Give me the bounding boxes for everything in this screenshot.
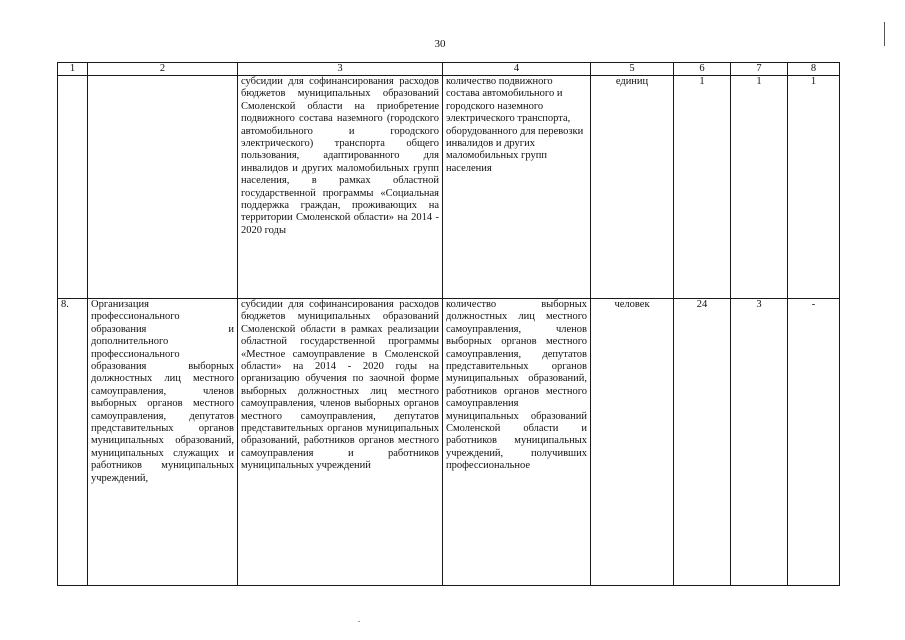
row-number-cell: 8. <box>58 299 88 586</box>
column-header: 8 <box>788 63 840 76</box>
table-header-row <box>58 63 840 76</box>
value-cell: 3 <box>731 299 788 586</box>
value-cell: 1 <box>788 76 840 299</box>
value-cell: 1 <box>674 76 731 299</box>
column-header: 3 <box>238 63 443 76</box>
scan-speck <box>358 621 360 622</box>
measure-cell: субсидии для софинансирования расходов бюджетов муниципальных образований Смоленской области в рамках реализации областной государственной программы «Местное самоуправление в Смоленской области» на 2014 - 2020 годы на организацию обучения по заочной форме выборных должностных лиц местного самоуправления, членов выборных органов местного самоуправления, депутатов представительных органов муниципальных образований, работников органов местного самоуправления и работников муниципальных учреждений <box>238 299 443 586</box>
document-table <box>57 62 840 586</box>
column-header: 2 <box>88 63 238 76</box>
value-cell: 1 <box>731 76 788 299</box>
margin-mark <box>884 22 885 46</box>
row-name-cell: Организация профессионального образования и дополнительного профессионального образования выборных должностных лиц местного самоуправления, членов выборных органов местного самоуправления, депутатов представительных органов муниципальных образований, муниципальных служащих и работников муниципальных учреждений, <box>88 299 238 586</box>
indicator-cell: количество выборных должностных лиц местного самоуправления, членов выборных органов местного самоуправления, депутатов представительных органов муниципальных образований, работников органов местного самоуправления муниципальных образований Смоленской области и работников муниципальных учреждений, получивших профессиональное <box>443 299 591 586</box>
page-number: 30 <box>434 38 446 50</box>
measure-cell: субсидии для софинансирования расходов бюджетов муниципальных образований Смоленской области на приобретение подвижного состава наземного (городского автомобильного и городского электрического) транспорта общего пользования, адаптированного для инвалидов и других маломобильных групп населения, в рамках областной государственной программы «Социальная поддержка граждан, проживающих на территории Смоленской области» на 2014 - 2020 годы <box>238 76 443 299</box>
unit-cell: единиц <box>591 76 674 299</box>
column-header: 5 <box>591 63 674 76</box>
column-header: 1 <box>58 63 88 76</box>
column-header: 7 <box>731 63 788 76</box>
value-cell: 24 <box>674 299 731 586</box>
row-number-cell <box>58 76 88 299</box>
column-header: 4 <box>443 63 591 76</box>
indicator-cell: количество подвижного состава автомобильного и городского наземного электрического транспорта, оборудованного для перевозки инвалидов и других маломобильных групп населения <box>443 76 591 299</box>
unit-cell: человек <box>591 299 674 586</box>
value-cell: - <box>788 299 840 586</box>
column-header: 6 <box>674 63 731 76</box>
table-row <box>58 299 840 586</box>
row-name-cell <box>88 76 238 299</box>
table-row <box>58 76 840 299</box>
